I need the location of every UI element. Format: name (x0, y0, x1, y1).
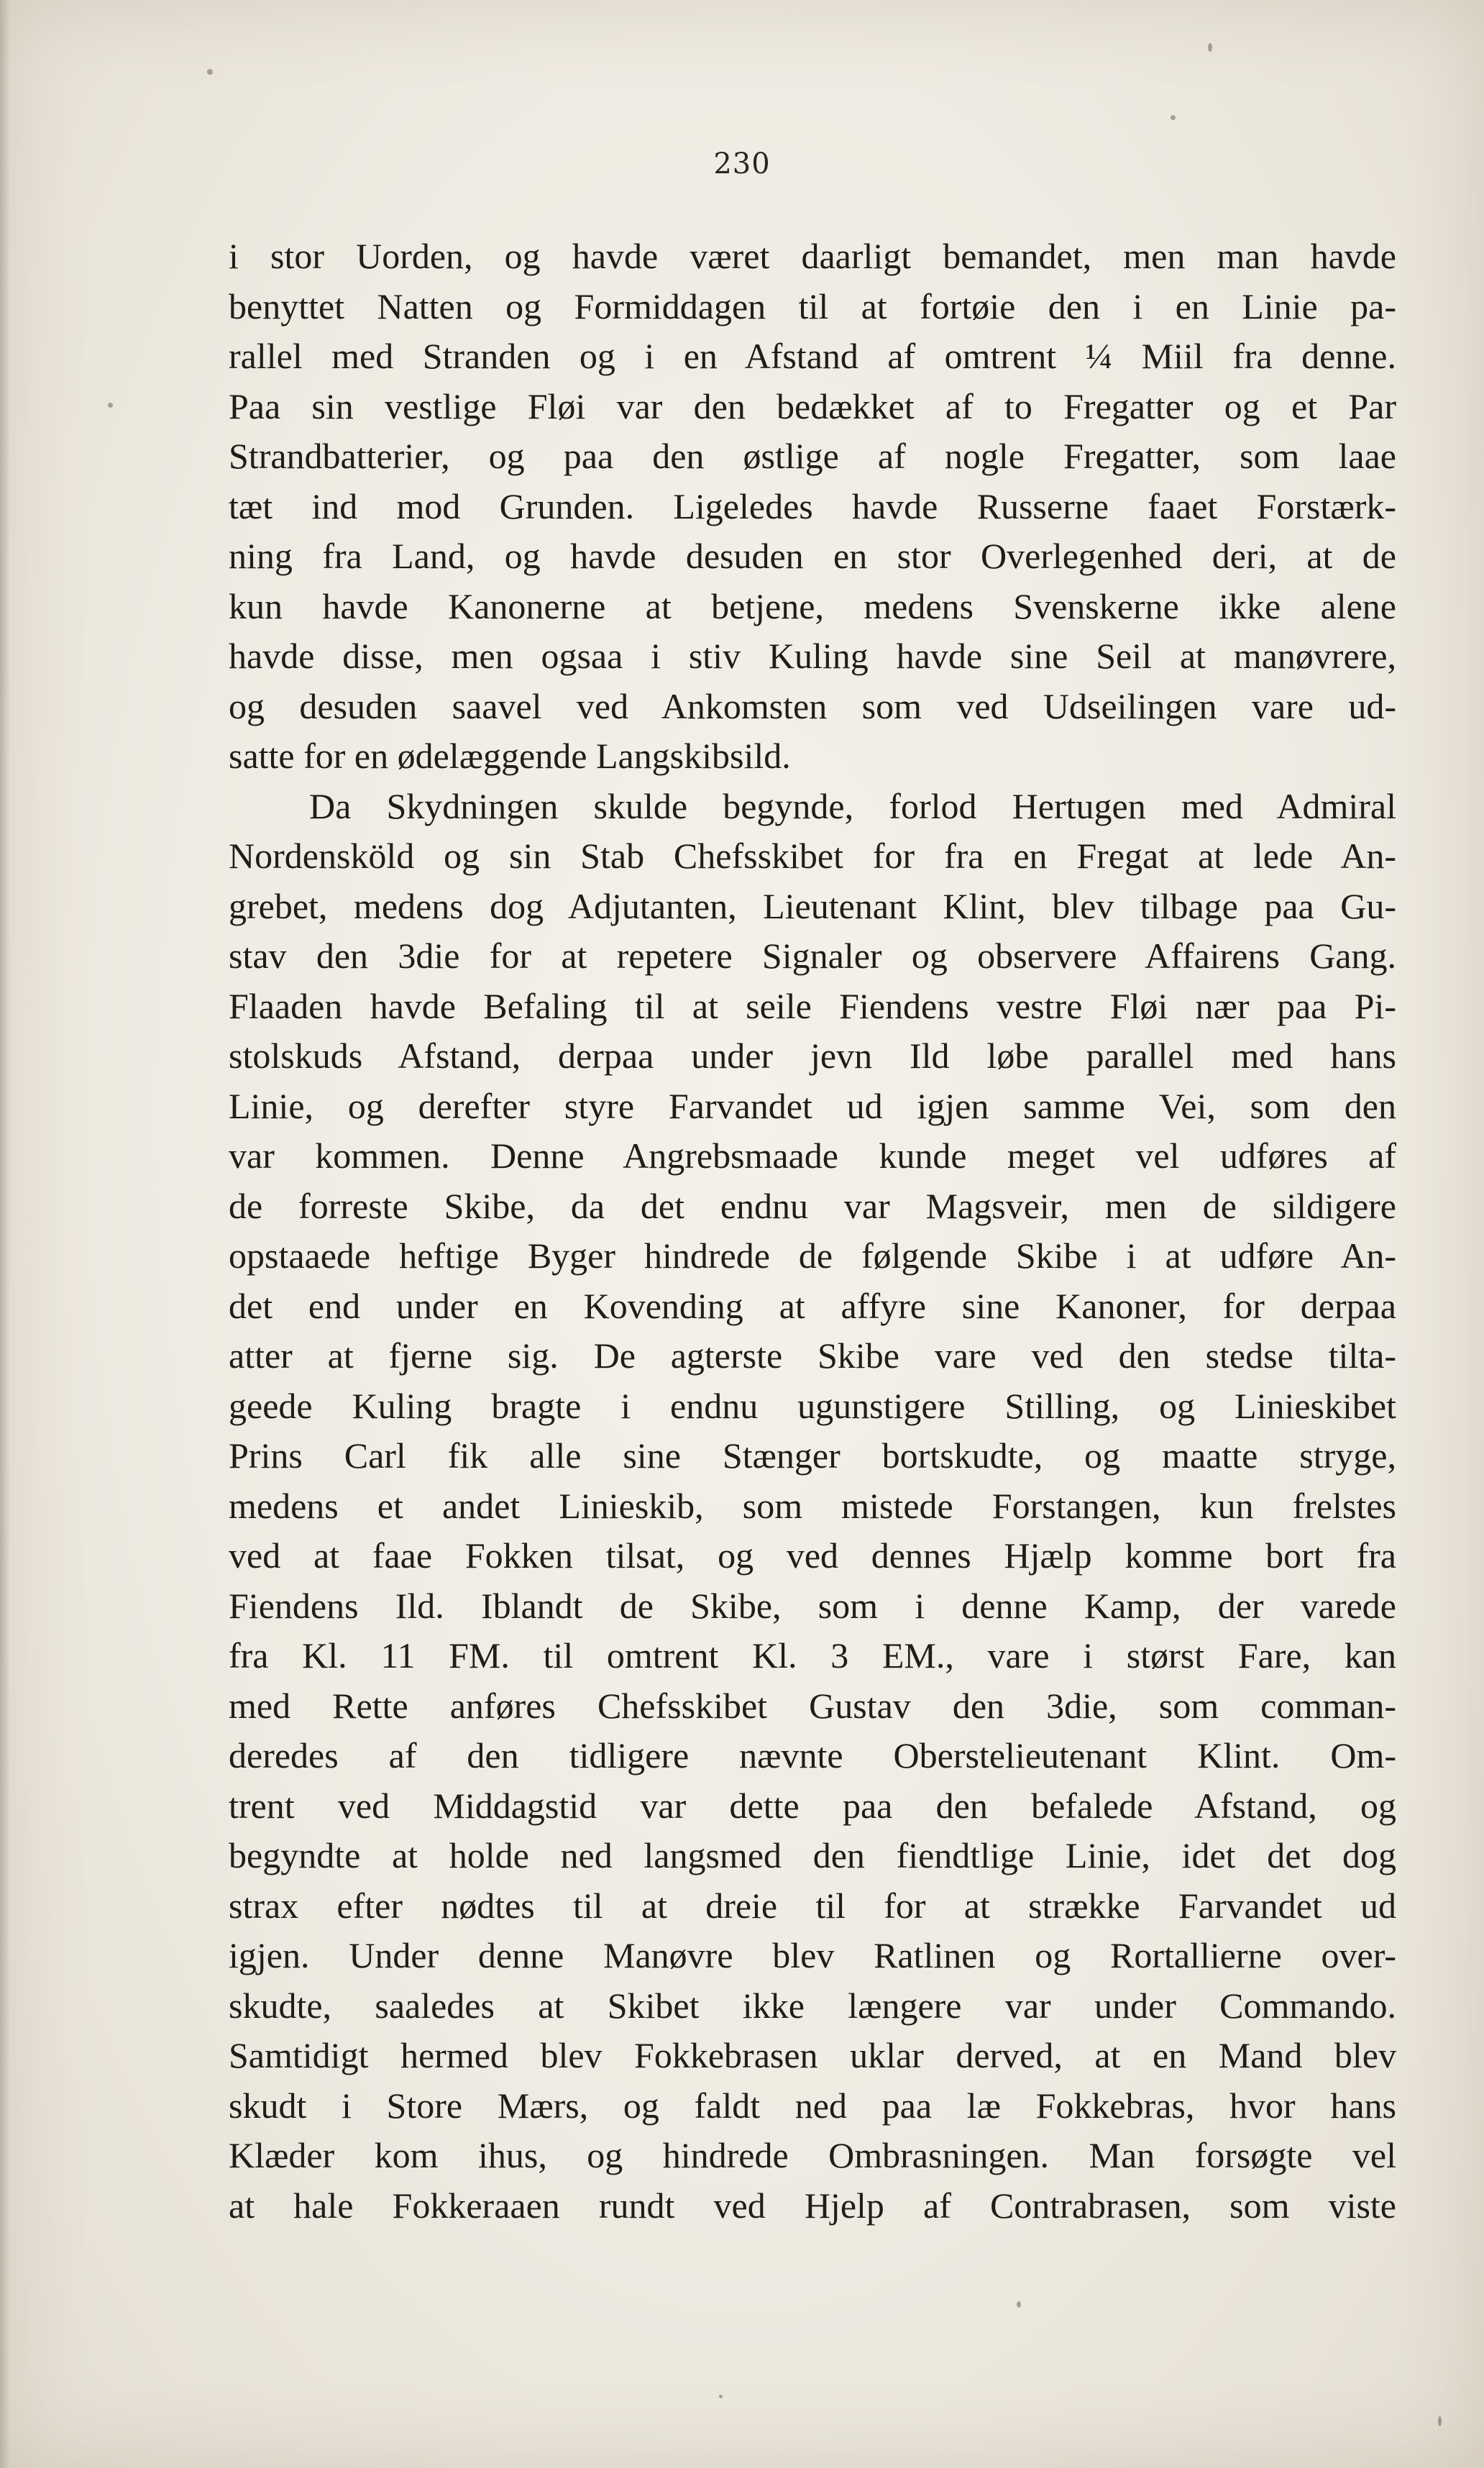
text-line: Flaaden havde Befaling til at seile Fiendens vestre Fløi nær paa Pi- (229, 985, 1396, 1026)
text-line: deredes af den tidligere nævnte Oberstelieutenant Klint. Om- (229, 1735, 1396, 1775)
paper-speck (207, 69, 213, 75)
text-line: fra Kl. 11 FM. til omtrent Kl. 3 EM., vare i størst Fare, kan (229, 1635, 1396, 1676)
text-line: havde disse, men ogsaa i stiv Kuling havde sine Seil at manøvrere, (229, 636, 1396, 676)
text-line-paragraph-start: Da Skydningen skulde begynde, forlod Hertugen med Admiral (309, 785, 1396, 826)
text-line: skudt i Store Mærs, og faldt ned paa læ Fokkebras, hvor hans (229, 2085, 1396, 2126)
paper-speck (719, 2395, 723, 2398)
text-line: rallel med Stranden og i en Afstand af omtrent ¼ Miil fra denne. (229, 336, 1396, 376)
text-line: det end under en Kovending at affyre sine Kanoner, for derpaa (229, 1285, 1396, 1326)
text-line: stolskuds Afstand, derpaa under jevn Ild løbe parallel med hans (229, 1036, 1396, 1076)
text-line: Samtidigt hermed blev Fokkebrasen uklar derved, at en Mand blev (229, 2035, 1396, 2075)
text-line: Fiendens Ild. Iblandt de Skibe, som i denne Kamp, der varede (229, 1585, 1396, 1626)
text-line: Nordensköld og sin Stab Chefsskibet for fra en Fregat at lede An- (229, 836, 1396, 876)
text-line: stav den 3die for at repetere Signaler og observere Affairens Gang. (229, 936, 1396, 976)
text-line: strax efter nødtes til at dreie til for at strække Farvandet ud (229, 1885, 1396, 1926)
text-line: skudte, saaledes at Skibet ikke længere var under Commando. (229, 1985, 1396, 2026)
text-line: med Rette anføres Chefsskibet Gustav den 3die, som comman- (229, 1685, 1396, 1726)
text-line: var kommen. Denne Angrebsmaade kunde meget vel udføres af (229, 1135, 1396, 1176)
text-line: atter at fjerne sig. De agterste Skibe vare ved den stedse tilta- (229, 1335, 1396, 1376)
text-line: Klæder kom ihus, og hindrede Ombrasningen. Man forsøgte vel (229, 2135, 1396, 2175)
text-line: grebet, medens dog Adjutanten, Lieutenant Klint, blev tilbage paa Gu- (229, 885, 1396, 926)
text-line: tæt ind mod Grunden. Ligeledes havde Russerne faaet Forstærk- (229, 485, 1396, 526)
text-line: benyttet Natten og Formiddagen til at fortøie den i en Linie pa- (229, 285, 1396, 326)
paper-speck (108, 403, 113, 408)
text-line: Prins Carl fik alle sine Stænger bortskudte, og maatte stryge, (229, 1435, 1396, 1476)
text-line: at hale Fokkeraaen rundt ved Hjelp af Contrabrasen, som viste (229, 2185, 1396, 2226)
text-line: medens et andet Linieskib, som mistede Forstangen, kun frelstes (229, 1485, 1396, 1526)
body-text (229, 232, 1396, 2231)
text-line: igjen. Under denne Manøvre blev Ratlinen og Rortallierne over- (229, 1935, 1396, 1975)
text-line-paragraph-end: satte for en ødelæggende Langskibsild. (229, 736, 791, 776)
text-line: kun havde Kanonerne at betjene, medens Svenskerne ikke alene (229, 585, 1396, 626)
text-line: ning fra Land, og havde desuden en stor Overlegenhed deri, at de (229, 536, 1396, 576)
paper-speck (1171, 115, 1176, 120)
page-number: 230 (713, 147, 771, 180)
text-line: begyndte at holde ned langsmed den fiendtlige Linie, idet det dog (229, 1835, 1396, 1875)
paper-speck (1438, 2416, 1442, 2426)
paper-speck (1017, 2301, 1021, 2308)
text-line: Strandbatterier, og paa den østlige af nogle Fregatter, som laae (229, 436, 1396, 476)
text-line: og desuden saavel ved Ankomsten som ved Udseilingen vare ud- (229, 685, 1396, 726)
text-line: trent ved Middagstid var dette paa den befalede Afstand, og (229, 1785, 1396, 1826)
text-line: ved at faae Fokken tilsat, og ved dennes Hjælp komme bort fra (229, 1535, 1396, 1576)
text-line: Linie, og derefter styre Farvandet ud igjen samme Vei, som den (229, 1085, 1396, 1126)
text-line: geede Kuling bragte i endnu ugunstigere Stilling, og Linieskibet (229, 1385, 1396, 1426)
text-line: opstaaede heftige Byger hindrede de følgende Skibe i at udføre An- (229, 1235, 1396, 1276)
text-line: Paa sin vestlige Fløi var den bedækket af to Fregatter og et Par (229, 385, 1396, 426)
page-edge-shadow (0, 0, 10, 2468)
text-line: i stor Uorden, og havde været daarligt bemandet, men man havde (229, 236, 1396, 276)
text-line: de forreste Skibe, da det endnu var Magsveir, men de sildigere (229, 1185, 1396, 1226)
paper-speck (1208, 43, 1212, 52)
